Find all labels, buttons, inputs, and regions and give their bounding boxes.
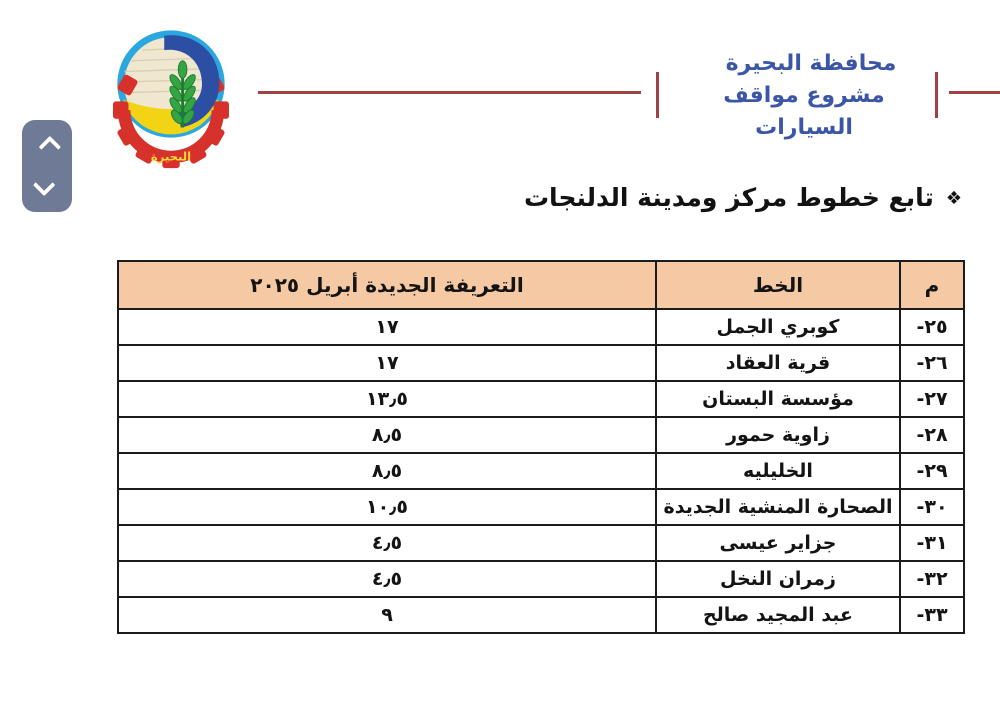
tariff-table [117,260,965,634]
letterhead [678,48,930,144]
table-row [118,309,964,345]
table-row [118,597,964,633]
cell-line: زمران النخل [656,561,900,597]
table-row [118,345,964,381]
cell-line: مؤسسة البستان [656,381,900,417]
cell-line: الصحارة المنشية الجديدة [656,489,900,525]
org-name: محافظة البحيرة [725,51,897,76]
cell-number: ٣٠- [900,489,964,525]
divider-rule-right [949,91,1000,94]
table-row [118,417,964,453]
cell-number: ٢٩- [900,453,964,489]
scroll-down-button[interactable] [35,173,59,197]
column-header-fare: التعريفة الجديدة أبريل ٢٠٢٥ [118,261,656,309]
divider-rule-left [258,91,641,94]
section-heading: تابع خطوط مركز ومدينة الدلنجات [523,183,934,212]
chevron-down-icon [33,174,56,197]
cell-line: كوبري الجمل [656,309,900,345]
table-row [118,525,964,561]
cell-fare: ١٠٫٥ [118,489,656,525]
cell-number: ٢٦- [900,345,964,381]
scroll-widget[interactable] [22,120,72,212]
project-name: مشروع مواقف السيارات [723,83,885,140]
cell-line: عبد المجيد صالح [656,597,900,633]
divider-tick-left [656,72,659,118]
chevron-up-icon [39,136,62,159]
cell-fare: ١٧ [118,345,656,381]
section-heading-row [524,183,962,212]
cell-line: جزاير عيسى [656,525,900,561]
cell-fare: ١٣٫٥ [118,381,656,417]
column-header-line: الخط [656,261,900,309]
cell-fare: ٤٫٥ [118,525,656,561]
cell-fare: ٩ [118,597,656,633]
table-header-row [118,261,964,309]
cell-line: زاوية حمور [656,417,900,453]
divider-tick-right [935,72,938,118]
cell-number: ٣١- [900,525,964,561]
cell-number: ٢٨- [900,417,964,453]
cell-number: ٢٥- [900,309,964,345]
cell-fare: ٤٫٥ [118,561,656,597]
cell-fare: ١٧ [118,309,656,345]
cell-fare: ٨٫٥ [118,417,656,453]
cell-number: ٣٣- [900,597,964,633]
table-row [118,489,964,525]
logo-label: البحيرة [150,149,192,164]
cell-fare: ٨٫٥ [118,453,656,489]
table-row [118,561,964,597]
table-row [118,381,964,417]
column-header-number: م [900,261,964,309]
scroll-up-button[interactable] [35,135,59,159]
beheira-governorate-logo [97,26,245,171]
cell-number: ٣٢- [900,561,964,597]
cell-line: قرية العقاد [656,345,900,381]
cell-line: الخليليه [656,453,900,489]
cell-number: ٢٧- [900,381,964,417]
diamond-bullet-icon: ❖ [945,187,962,209]
table-row [118,453,964,489]
